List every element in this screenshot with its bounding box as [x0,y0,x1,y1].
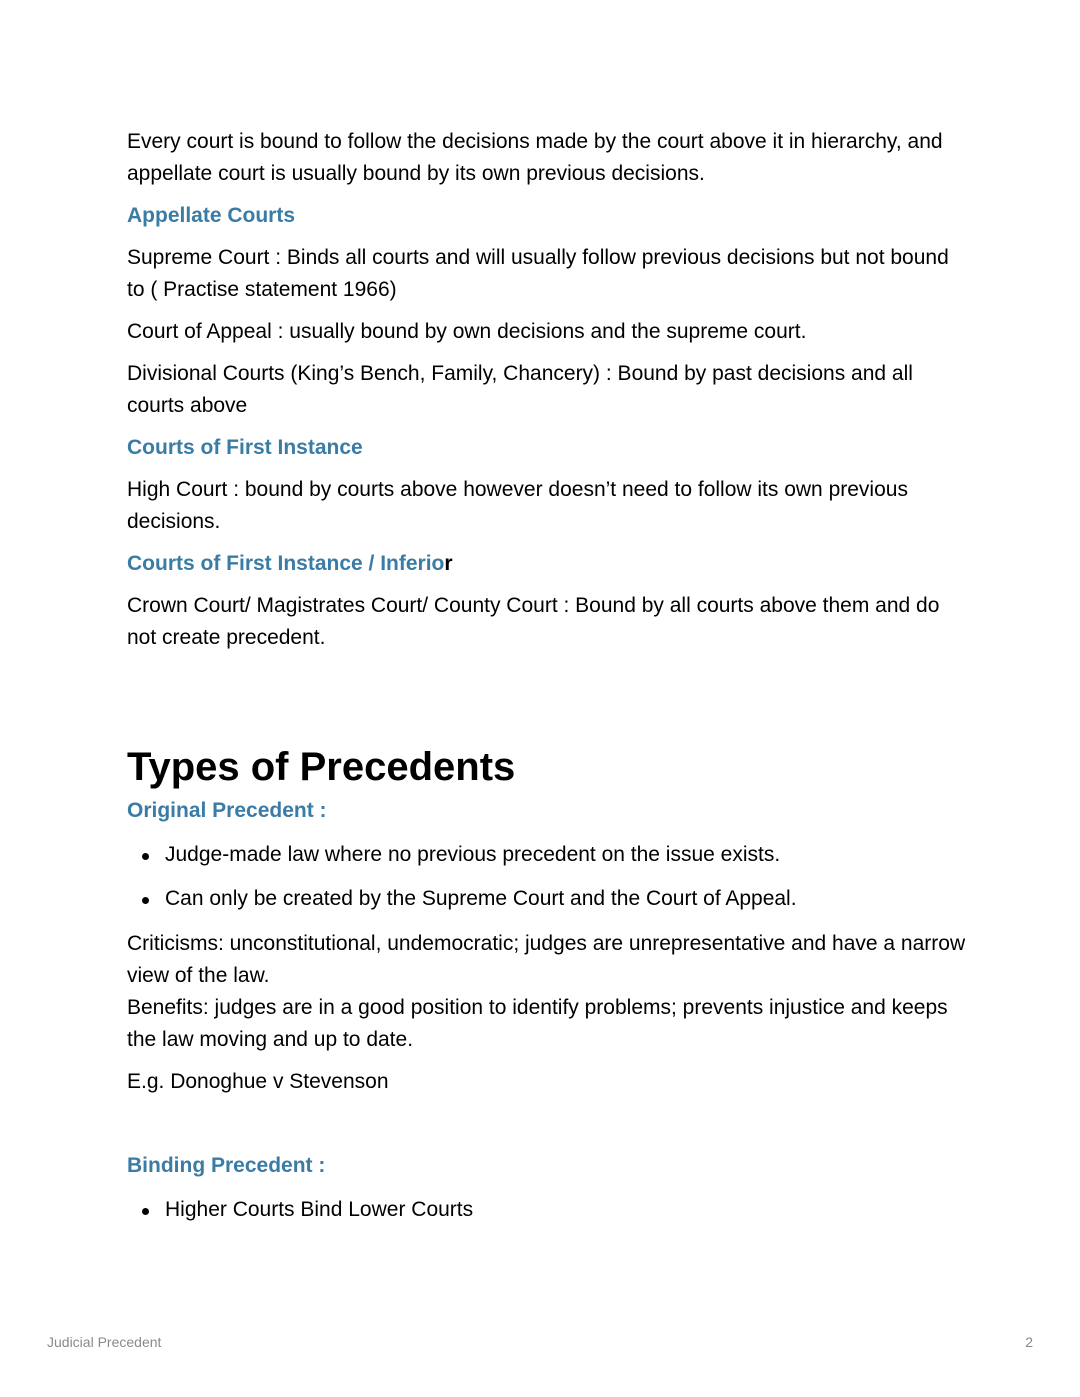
appellate-courts-heading: Appellate Courts [127,204,296,227]
inferior-heading-last: r [444,552,453,575]
example-paragraph: E.g. Donoghue v Stevenson [127,1070,389,1093]
list-item: Higher Courts Bind Lower Courts [127,1194,967,1226]
document-page [127,126,967,1226]
binding-precedent-heading: Binding Precedent : [127,1154,326,1177]
original-precedent-heading: Original Precedent : [127,799,327,822]
inferior-courts-paragraph: Crown Court/ Magistrates Court/ County Court : Bound by all courts above them and do not create precedent. [127,594,940,649]
list-item: Judge-made law where no previous precedent on the issue exists. [127,839,967,871]
court-of-appeal-paragraph: Court of Appeal : usually bound by own decisions and the supreme court. [127,320,807,343]
types-of-precedents-title: Types of Precedents [127,745,516,789]
footer-title: Judicial Precedent [47,1334,162,1350]
inferior-heading-main: Courts of First Instance / Inferio [127,552,445,575]
supreme-court-paragraph: Supreme Court : Binds all courts and will usually follow previous decisions but not bound to ( Practise statement 1966) [127,246,949,301]
page-number: 2 [1025,1334,1033,1350]
binding-precedent-list [127,1194,967,1226]
criticisms-paragraph: Criticisms: unconstitutional, undemocratic; judges are unrepresentative and have a narrow view of the law. [127,932,966,987]
benefits-paragraph: Benefits: judges are in a good position to identify problems; prevents injustice and keeps the law moving and up to date. [127,996,948,1051]
inferior-courts-heading [127,548,967,580]
intro-paragraph: Every court is bound to follow the decisions made by the court above it in hierarchy, and appellate court is usually bound by its own previous decisions. [127,130,943,185]
first-instance-heading: Courts of First Instance [127,436,363,459]
divisional-courts-paragraph: Divisional Courts (King’s Bench, Family, Chancery) : Bound by past decisions and all courts above [127,362,913,417]
high-court-paragraph: High Court : bound by courts above however doesn’t need to follow its own previous decisions. [127,478,908,533]
original-precedent-list [127,839,967,915]
list-item: Can only be created by the Supreme Court and the Court of Appeal. [127,883,967,915]
